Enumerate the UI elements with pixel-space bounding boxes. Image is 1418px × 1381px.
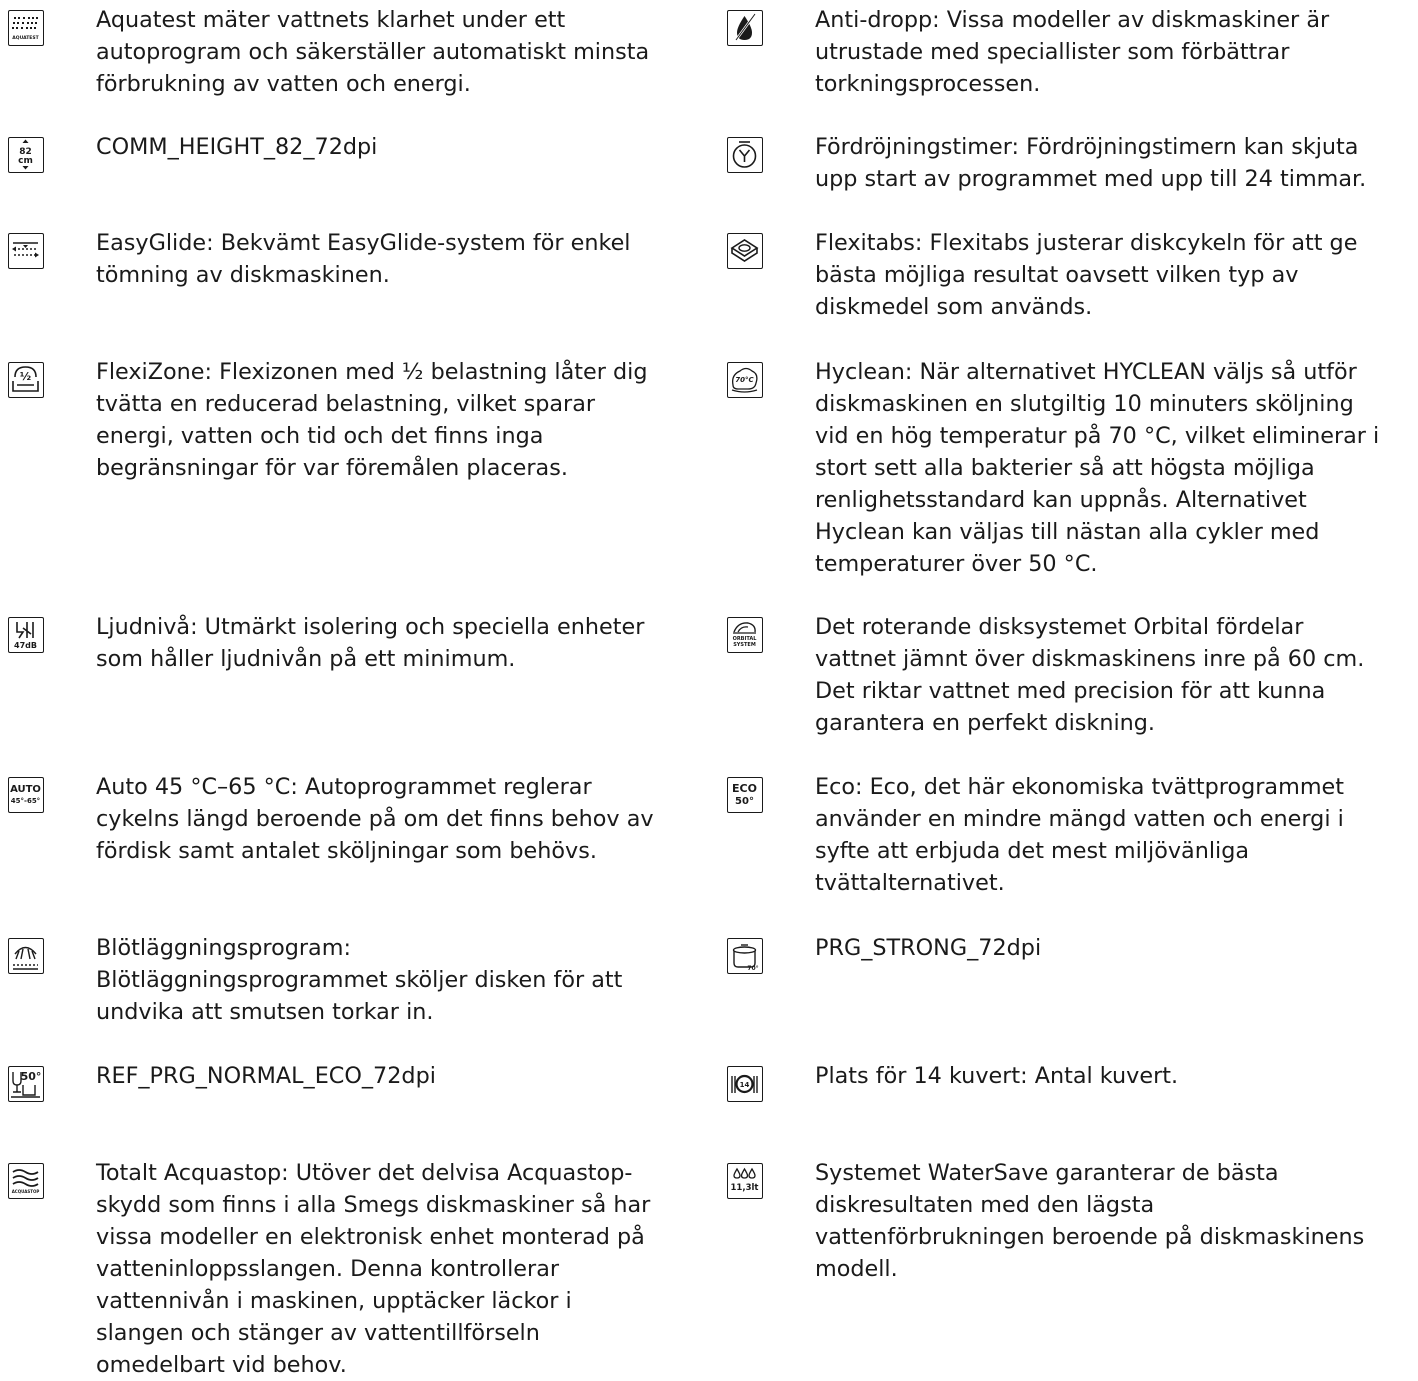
auto-label: AUTO <box>10 784 41 795</box>
strong-program-pot-icon <box>727 938 763 974</box>
soak-program-icon <box>8 938 44 974</box>
height-value: 82 <box>19 147 32 157</box>
feature-description: Plats för 14 kuvert: Antal kuvert. <box>815 1063 1179 1089</box>
auto-range: 45°-65° <box>10 797 41 805</box>
eco-temperature: 50° <box>735 796 754 807</box>
feature-description: Aquatest mäter vattnets klarhet under ett autoprogram och säkerställer automatiskt minsta förbrukning av vatten och energi. <box>96 7 650 97</box>
feature-description: Systemet WaterSave garanterar de bästa diskresultaten med den lägsta vattenförbrukningen beroende på diskmaskinens modell. <box>815 1160 1365 1282</box>
easyglide-icon <box>8 233 44 269</box>
anti-drip-icon <box>727 10 763 46</box>
watersave-volume: 11,3lt <box>730 1183 759 1193</box>
hyclean-temperature: 70°C <box>735 376 754 384</box>
normal-eco-temperature: 50° <box>20 1070 42 1083</box>
feature-description: PRG_STRONG_72dpi <box>815 935 1042 961</box>
watersave-icon <box>727 1163 763 1199</box>
feature-description: EasyGlide: Bekvämt EasyGlide-system för enkel tömning av diskmaskinen. <box>96 230 631 288</box>
feature-description: Ljudnivå: Utmärkt isolering och speciella enheter som håller ljudnivån på ett minimum. <box>96 614 645 672</box>
feature-description: REF_PRG_NORMAL_ECO_72dpi <box>96 1063 436 1089</box>
feature-description: Hyclean: När alternativet HYCLEAN väljs så utför diskmaskinen en slutgiltig 10 minuters sköljning vid en hög temperatur på 70 °C, vilket eliminerar i stort sett alla bakterier så att högsta möjliga renlighetsstandard kan uppnås. Alternativet Hyclean kan väljas till nästan alla cykler med temperaturer över 50 °C. <box>815 359 1380 577</box>
feature-description: Flexitabs: Flexitabs justerar diskcykeln för att ge bästa möjliga resultat oavsett vilken typ av diskmedel som används. <box>815 230 1358 320</box>
normal-eco-program-icon <box>8 1066 44 1102</box>
acquastop-icon <box>8 1163 44 1199</box>
eco-label: ECO <box>732 782 757 795</box>
aquatest-icon-label: AQUATEST <box>12 36 39 41</box>
feature-description: Totalt Acquastop: Utöver det delvisa Acquastop- skydd som finns i alla Smegs diskmaskiner så har vissa modeller en elektronisk enhet monterad på vatteninloppsslangen. Denna kontrollerar vattennivån i maskinen, upptäcker läckor i slangen och stänger av vattentillförseln omedelbart vid behov. <box>96 1160 651 1378</box>
feature-description: COMM_HEIGHT_82_72dpi <box>96 134 378 160</box>
orbital-system-label: SYSTEM <box>733 642 756 648</box>
half-load-label: ½ <box>19 370 32 383</box>
flexitabs-icon <box>727 233 763 269</box>
orbital-system-icon <box>727 617 763 653</box>
acquastop-label: ACQUASTOP <box>11 1189 40 1194</box>
hyclean-icon <box>727 362 763 398</box>
feature-description: FlexiZone: Flexizonen med ½ belastning låter dig tvätta en reducerad belastning, vilket sparar energi, vatten och tid och det finns inga begränsningar för var föremålen placeras. <box>96 359 648 481</box>
height-82cm-icon <box>8 137 44 173</box>
feature-description: Anti-dropp: Vissa modeller av diskmaskiner är utrustade med speciallister som förbättrar torkningsprocessen. <box>815 7 1330 97</box>
height-unit: cm <box>18 156 33 166</box>
place-settings-14-icon <box>727 1066 763 1102</box>
noise-label: 47dB <box>14 641 37 650</box>
flexizone-half-load-icon <box>8 362 44 398</box>
eco-program-icon <box>727 777 763 813</box>
feature-description: Blötläggningsprogram: Blötläggningsprogrammet sköljer disken för att undvika att smutsen torkar in. <box>96 935 623 1025</box>
auto-program-icon <box>8 777 44 813</box>
delay-timer-icon <box>727 137 763 173</box>
strong-temperature: 70° <box>747 965 759 972</box>
feature-description: Eco: Eco, det här ekonomiska tvättprogrammet använder en mindre mängd vatten och energi i syfte att erbjuda det mest miljövänliga tvättalternativet. <box>815 774 1344 896</box>
feature-description: Auto 45 °C–65 °C: Autoprogrammet reglerar cykelns längd beroende på om det finns behov av fördisk samt antalet sköljningar som behövs. <box>96 774 654 864</box>
noise-level-47db-icon <box>8 617 44 653</box>
feature-description: Fördröjningstimer: Fördröjningstimern kan skjuta upp start av programmet med upp till 24 timmar. <box>815 134 1367 192</box>
place-settings-count: 14 <box>739 1081 750 1089</box>
feature-description: Det roterande disksystemet Orbital fördelar vattnet jämnt över diskmaskinens inre på 60 cm. Det riktar vattnet med precision för att kunna garantera en perfekt diskning. <box>815 614 1365 736</box>
orbital-label: ORBITAL <box>732 636 757 642</box>
aquatest-icon <box>8 10 44 46</box>
